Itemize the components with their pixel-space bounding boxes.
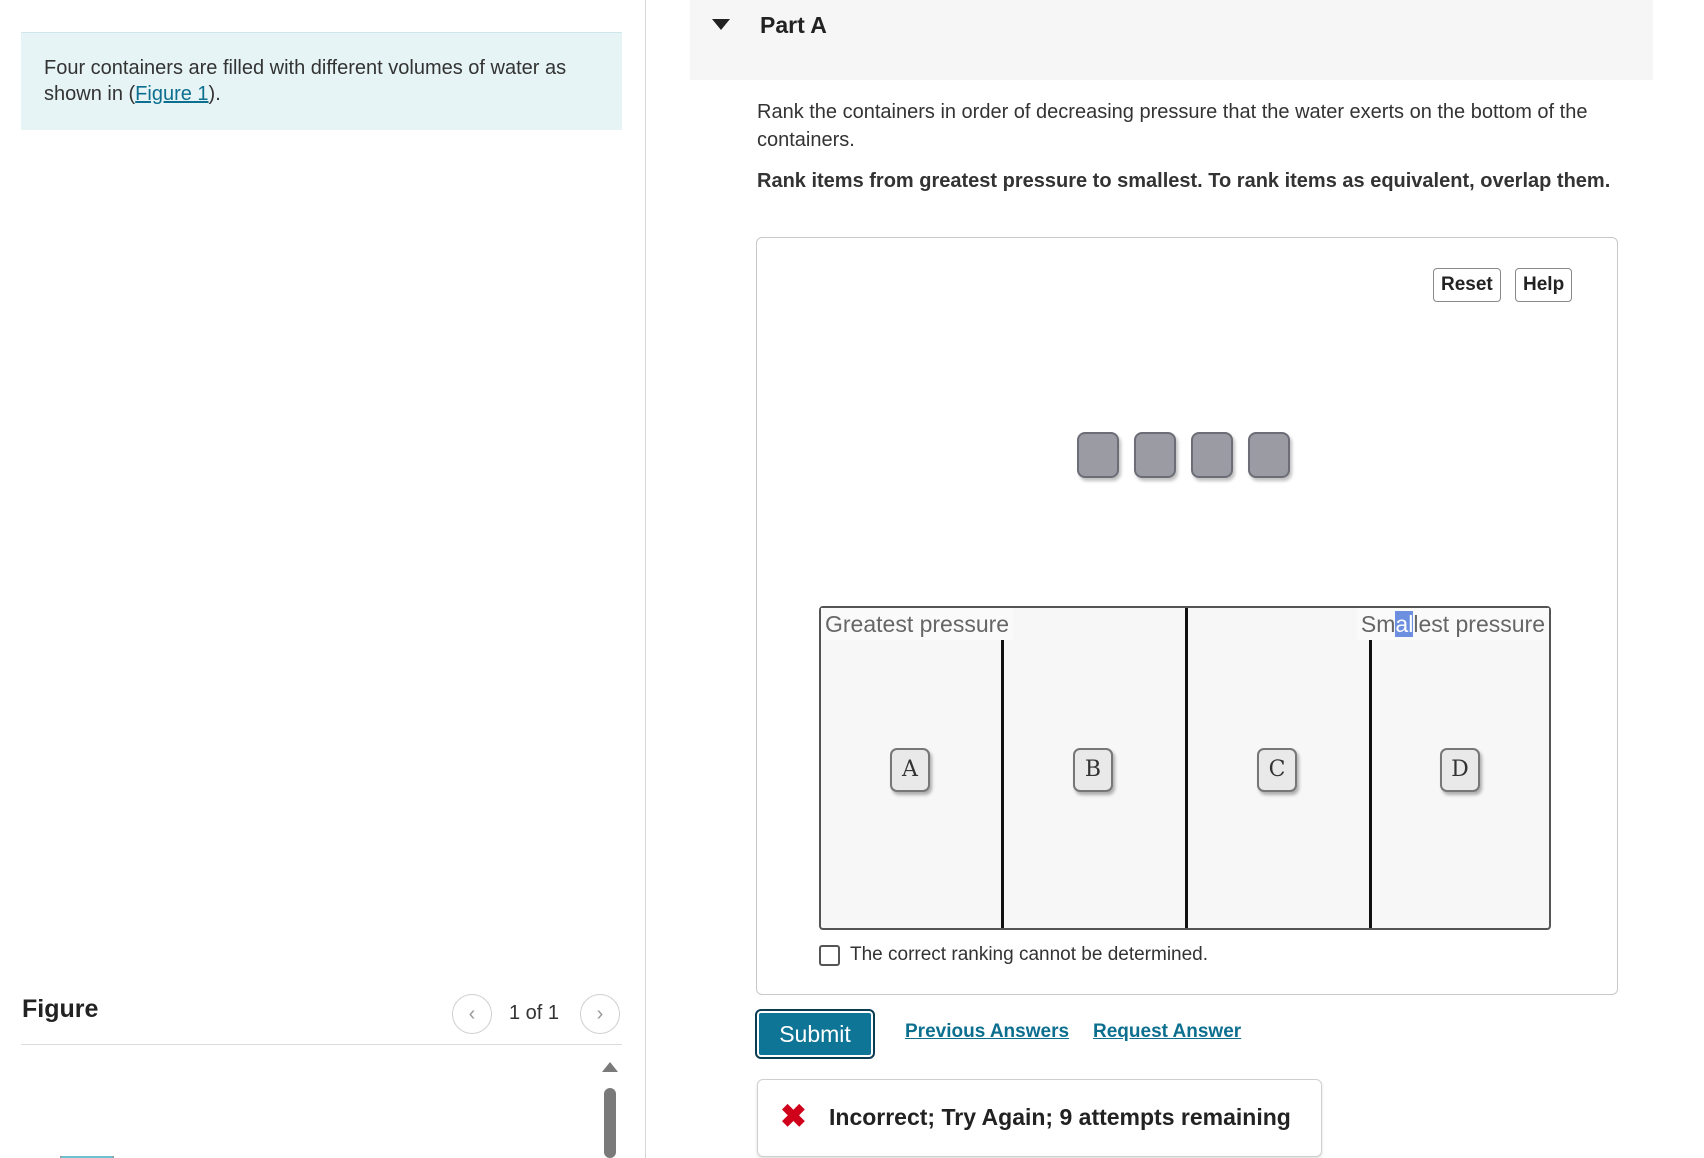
ranking-area[interactable]	[819, 606, 1551, 930]
cannot-determine-option[interactable]	[819, 944, 1208, 966]
empty-slot-chip[interactable]	[1134, 432, 1176, 478]
empty-slot-chip[interactable]	[1191, 432, 1233, 478]
intro-text: Four containers are filled with different volumes of water as shown in (	[44, 57, 567, 105]
figure-link[interactable]: Figure 1	[135, 83, 209, 105]
empty-slot-chip[interactable]	[1248, 432, 1290, 478]
question-prompt: Rank the containers in order of decreasing pressure that the water exerts on the bottom of the containers.	[757, 101, 1588, 151]
figure-page-indicator: 1 of 1	[509, 1002, 560, 1024]
x-icon: ✖	[780, 1098, 807, 1134]
previous-figure-button[interactable]	[452, 994, 492, 1034]
label-part: Sm	[1360, 611, 1396, 637]
request-answer-link[interactable]: Request Answer	[1093, 1021, 1242, 1042]
feedback-message	[757, 1079, 1322, 1157]
problem-intro	[21, 32, 622, 130]
scrollbar-thumb[interactable]	[604, 1088, 616, 1158]
left-panel	[0, 0, 646, 1158]
feedback-text: Incorrect; Try Again; 9 attempts remaining	[829, 1104, 1291, 1130]
item-pool	[1077, 432, 1297, 482]
intro-text-end: ).	[208, 83, 221, 105]
greatest-pressure-label: Greatest pressure	[821, 608, 1013, 640]
reset-button[interactable]: Reset	[1433, 268, 1501, 302]
question-instruction: Rank items from greatest pressure to smallest. To rank items as equivalent, overlap them.	[757, 170, 1611, 192]
previous-answers-link[interactable]: Previous Answers	[905, 1021, 1070, 1042]
part-title: Part A	[760, 12, 827, 38]
submit-button[interactable]: Submit	[757, 1011, 873, 1057]
caret-down-icon[interactable]	[712, 19, 730, 30]
cannot-determine-checkbox[interactable]	[819, 945, 840, 966]
scroll-up-arrow-icon[interactable]	[602, 1062, 618, 1072]
text-selection-highlight: al	[1395, 611, 1414, 637]
figure-header	[21, 985, 622, 1045]
item-card-c[interactable]: C	[1257, 748, 1297, 792]
item-card-d[interactable]: D	[1440, 748, 1480, 792]
chevron-right-icon: ›	[596, 1002, 604, 1025]
next-figure-button[interactable]	[580, 994, 620, 1034]
help-button[interactable]: Help	[1515, 268, 1572, 302]
item-card-a[interactable]: A	[890, 748, 930, 792]
smallest-pressure-label	[1357, 608, 1549, 640]
item-card-b[interactable]: B	[1073, 748, 1113, 792]
label-part: lest pressure	[1413, 611, 1545, 637]
figure-title: Figure	[22, 995, 99, 1023]
chevron-left-icon: ‹	[468, 1002, 476, 1025]
part-header[interactable]	[690, 0, 1653, 80]
empty-slot-chip[interactable]	[1077, 432, 1119, 478]
ranking-panel	[756, 237, 1618, 995]
cannot-determine-label: The correct ranking cannot be determined.	[850, 944, 1209, 965]
